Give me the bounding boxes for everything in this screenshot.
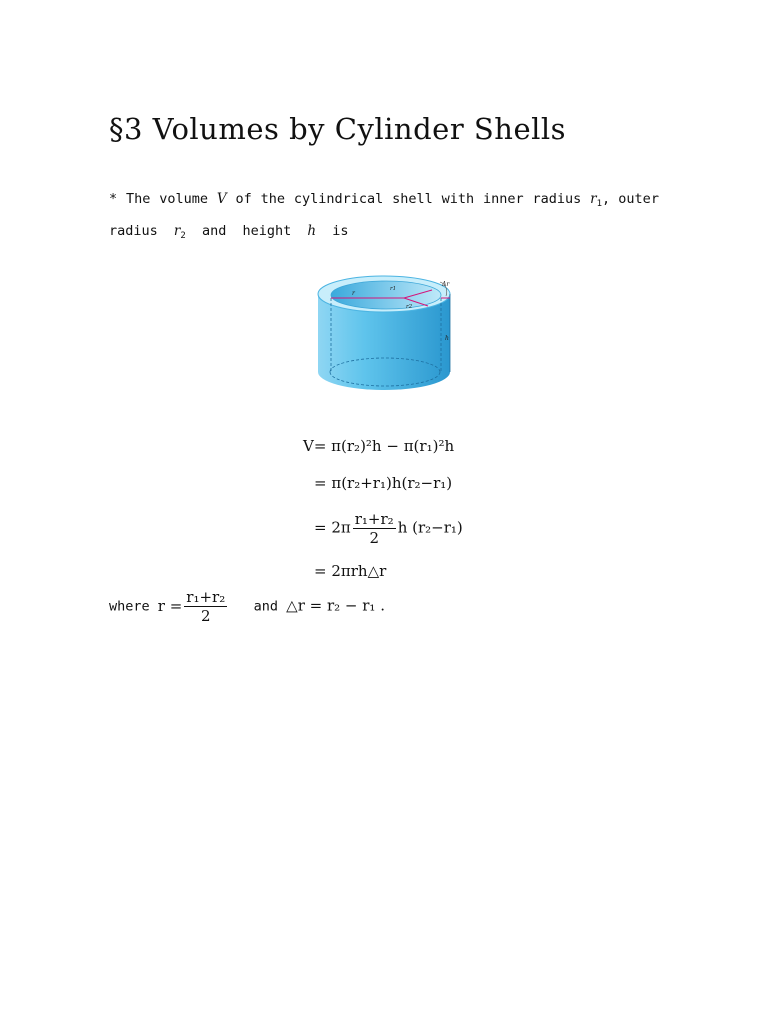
symbol-h: h [307, 223, 317, 239]
equation-line-4: = 2πrh△r [314, 562, 387, 580]
r-fraction: $\frac{\text{r₁+r₂}}{2}$ [186, 588, 226, 625]
label-delta-r: Δr [442, 281, 450, 288]
r-definition: r = $\frac{\text{r₁+r₂}}{2}$ [157, 588, 226, 625]
eq3-fraction: $\frac{\text{r₁+r₂}}{2}$ [354, 510, 394, 547]
label-r2: r2 [406, 304, 413, 310]
intro-line-2 [109, 218, 659, 250]
page-title: §3 Volumes by Cylinder Shells [109, 112, 567, 146]
word: the [260, 191, 286, 207]
bullet-asterisk: * [109, 191, 118, 207]
word: is [332, 223, 349, 239]
word: with [441, 191, 475, 207]
label-h: h [445, 335, 449, 342]
word: radius [109, 223, 158, 239]
intro-paragraph [109, 186, 659, 250]
equation-line-3 [314, 510, 463, 547]
word: cylindrical [293, 191, 384, 207]
symbol-r1: $r_1$, outer [590, 191, 659, 209]
symbol-V: V [216, 191, 227, 207]
word: inner [483, 191, 524, 207]
equation-line-2: = π(r₂+r₁)h(r₂−r₁) [314, 474, 453, 492]
word-and: and [253, 598, 279, 615]
eq3-suffix: h (r₂−r₁) [397, 518, 463, 537]
equation-line-1: V= π(r₂)²h − π(r₁)²h [303, 437, 455, 455]
cylindrical-shell-figure [300, 268, 468, 400]
label-r: r [352, 290, 355, 297]
word: of [235, 191, 252, 207]
where-line [109, 588, 385, 625]
label-r1: r1 [390, 286, 397, 292]
word-where: where [109, 598, 150, 615]
word: radius [532, 191, 582, 207]
word: and [201, 223, 227, 239]
delta-r-definition: △r = r₂ − r₁ . [286, 596, 385, 615]
word: volume [159, 191, 209, 207]
eq3-prefix: = 2π [314, 518, 351, 537]
word: shell [392, 191, 433, 207]
word: The [126, 191, 151, 207]
word: height [242, 223, 292, 239]
symbol-r2: $r_2$ [173, 223, 186, 241]
intro-line-1 [109, 186, 659, 218]
